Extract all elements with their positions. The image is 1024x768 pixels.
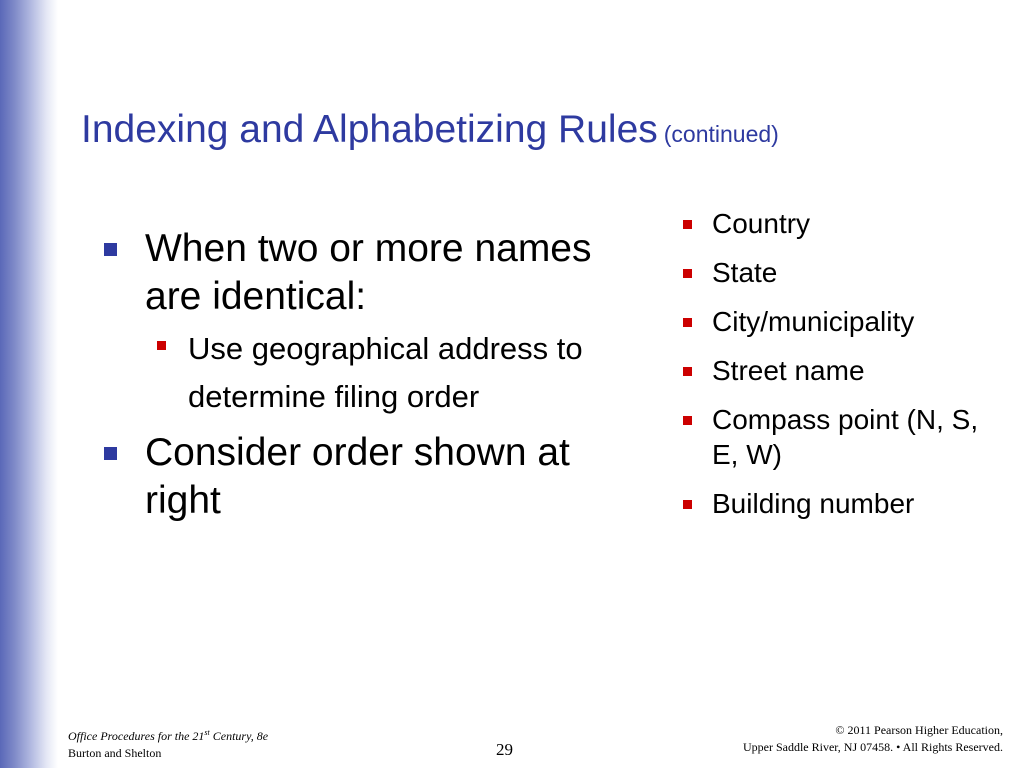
footer-authors: Burton and Shelton xyxy=(68,746,162,760)
blue-square-bullet-icon xyxy=(104,243,117,256)
left-bullet-text: When two or more names are identical: xyxy=(145,227,592,318)
right-bullet-item xyxy=(680,402,1010,472)
slide-title-text: Indexing and Alphabetizing Rules xyxy=(81,108,658,151)
right-bullet-item xyxy=(680,255,1010,290)
slide-title-suffix: (continued) xyxy=(663,121,779,147)
right-bullet-text: Building number xyxy=(712,488,915,519)
left-sub-bullet-item xyxy=(104,325,604,421)
footer-book-title-tail: Century, 8e xyxy=(209,729,269,743)
right-bullet-list xyxy=(680,206,1010,535)
right-bullet-text: Street name xyxy=(712,355,865,386)
blue-square-bullet-icon xyxy=(104,447,117,460)
right-bullet-item xyxy=(680,353,1010,388)
footer-copyright-line2: Upper Saddle River, NJ 07458. • All Rights Reserved. xyxy=(742,740,1003,754)
red-square-bullet-icon xyxy=(157,341,166,350)
red-square-bullet-icon xyxy=(683,318,692,327)
right-bullet-item xyxy=(680,486,1010,521)
footer-book-title-text: Office Procedures for the 21 xyxy=(68,729,205,743)
decorative-side-gradient xyxy=(0,0,58,768)
left-sub-bullet-text: Use geographical address to determine filing order xyxy=(188,331,583,414)
footer-copyright-line1: © 2011 Pearson Higher Education, xyxy=(835,723,1003,737)
footer-copyright xyxy=(743,722,1003,756)
right-bullet-item xyxy=(680,206,1010,241)
red-square-bullet-icon xyxy=(683,500,692,509)
left-bullet-text: Consider order shown at right xyxy=(145,431,570,522)
right-bullet-text: Country xyxy=(712,208,811,239)
right-bullet-item xyxy=(680,304,1010,339)
left-bullet-item xyxy=(104,429,604,525)
red-square-bullet-icon xyxy=(683,220,692,229)
right-bullet-text: State xyxy=(712,257,778,288)
right-bullet-text: Compass point (N, S, E, W) xyxy=(712,404,979,470)
left-bullet-item xyxy=(104,225,604,321)
page-number: 29 xyxy=(496,740,513,759)
right-bullet-text: City/municipality xyxy=(712,306,915,337)
slide-title xyxy=(81,108,779,152)
footer-book-title xyxy=(68,724,268,745)
red-square-bullet-icon xyxy=(683,269,692,278)
footer-book-info xyxy=(68,724,268,762)
left-bullet-list xyxy=(104,225,604,531)
red-square-bullet-icon xyxy=(683,416,692,425)
red-square-bullet-icon xyxy=(683,367,692,376)
footer-book-title-sup: st xyxy=(204,728,210,737)
